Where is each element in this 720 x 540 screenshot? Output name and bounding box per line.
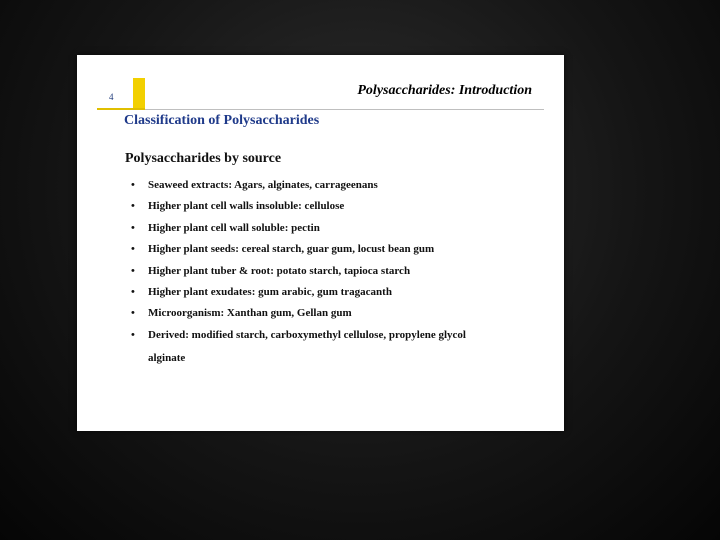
slide xyxy=(77,55,564,431)
list-item xyxy=(127,325,547,370)
section-title: Classification of Polysaccharides xyxy=(124,113,320,128)
list-item-text: Derived: modified starch, carboxymethyl cellulose, propylene glycol xyxy=(148,328,466,341)
bullet-icon: • xyxy=(131,264,135,277)
list-item-text: Higher plant cell walls insoluble: cellulose xyxy=(148,200,345,213)
bullet-icon: • xyxy=(131,179,135,191)
subheading: Polysaccharides by source xyxy=(125,151,282,166)
list-item-continuation: alginate xyxy=(148,352,186,365)
page-number: 4 xyxy=(109,92,114,102)
bullet-icon: • xyxy=(131,286,135,299)
list-item xyxy=(127,261,547,282)
list-item xyxy=(127,239,547,260)
list-item xyxy=(127,218,547,239)
bullet-icon: • xyxy=(131,243,135,256)
list-item-text: Seaweed extracts: Agars, alginates, carrageenans xyxy=(148,179,378,191)
bullet-icon: • xyxy=(131,221,135,234)
list-item xyxy=(127,303,547,324)
header-divider xyxy=(97,109,544,110)
accent-bar xyxy=(133,78,145,110)
header-title: Polysaccharides: Introduction xyxy=(357,83,532,98)
list-item-text: Higher plant seeds: cereal starch, guar gum, locust bean gum xyxy=(148,243,435,256)
header-accent-rule xyxy=(97,108,145,110)
bullet-icon: • xyxy=(131,328,135,341)
list-item xyxy=(127,282,547,303)
source-list xyxy=(127,175,547,370)
list-item-text: Higher plant exudates: gum arabic, gum tragacanth xyxy=(148,286,392,299)
list-item xyxy=(127,175,547,196)
list-item-text: Higher plant tuber & root: potato starch, tapioca starch xyxy=(148,264,411,277)
list-item-text: Microorganism: Xanthan gum, Gellan gum xyxy=(148,307,352,320)
list-item xyxy=(127,196,547,217)
list-item-text: Higher plant cell wall soluble: pectin xyxy=(148,221,320,234)
bullet-icon: • xyxy=(131,200,135,213)
bullet-icon: • xyxy=(131,307,135,320)
